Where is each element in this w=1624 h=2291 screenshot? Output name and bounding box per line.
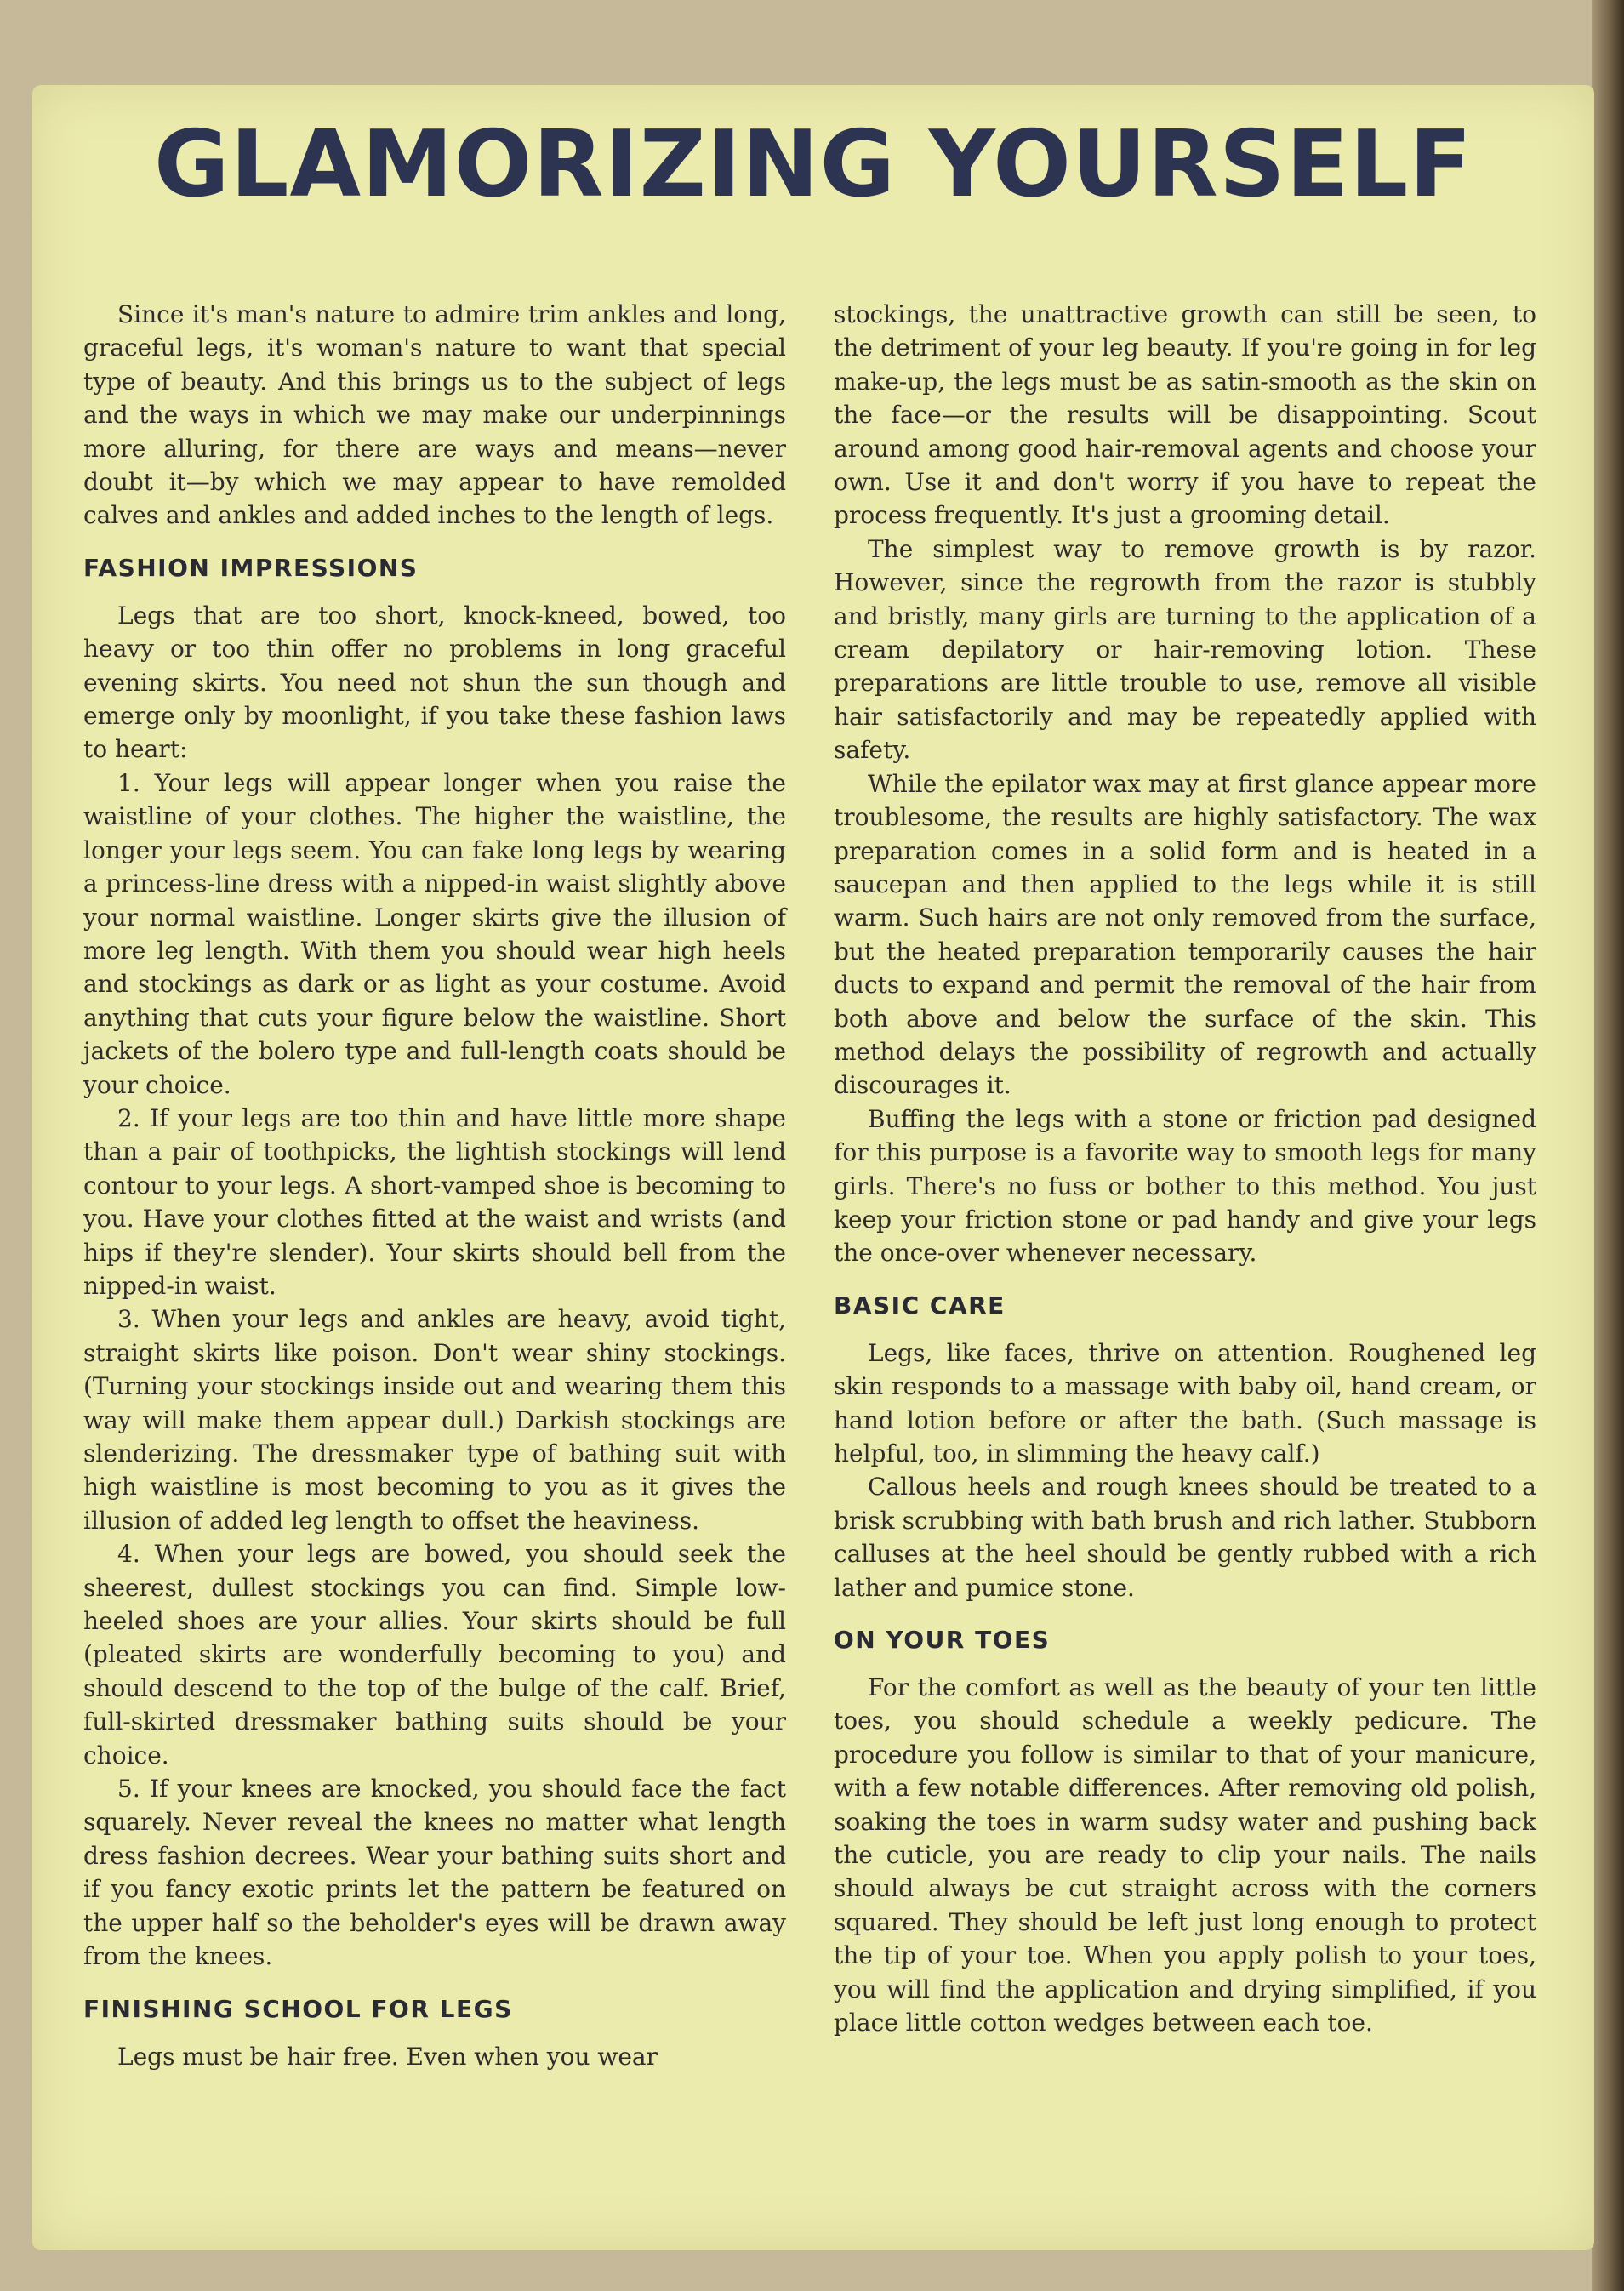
paragraph: 2. If your legs are too thin and have little more shape than a pair of toothpicks, the lightish stockings will lend contour to your legs. A short-vamped shoe is becoming to you. Have your clothes fitted at the waist and wrists (and hips if they're slender). Your skirts should bell from the nipped-in waist.: [83, 1103, 786, 1300]
paragraph: For the comfort as well as the beauty of your ten little toes, you should schedule a weekly pedicure. The procedure you follow is similar to that of your manicure, with a few notable differences. After removing old polish, soaking the toes in warm sudsy water and pushing back the cuticle, you are ready to clip your nails. The nails should always be cut straight across with the corners squared. They should be left just long enough to protect the tip of your toe. When you apply polish to your toes, you will find the application and drying simplified, if you place little cotton wedges between each toe.: [834, 1673, 1536, 2037]
paragraph: Legs, like faces, thrive on attention. Roughened leg skin responds to a massage with baby oil, hand cream, or hand lotion before or after the bath. (Such massage is helpful, too, in slimming the heavy calf.): [834, 1338, 1536, 1467]
paragraph: The simplest way to remove growth is by razor. However, since the regrowth from the razor is stubbly and bristly, many girls are turning to the application of a cream depilatory or hair-removing lotion. These preparations are little trouble to use, remove all visible hair satisfactorily and may be repeatedly applied with safety.: [834, 534, 1536, 765]
page-title: GLAMORIZING YOURSELF: [154, 111, 1473, 218]
article-panel: [32, 85, 1594, 2250]
paragraph: 5. If your knees are knocked, you should face the fact squarely. Never reveal the knees no matter what length dress fashion decrees. Wear your bathing suits short and if you fancy exotic prints let the pattern be featured on the upper half so the beholder's eyes will be drawn away from the knees.: [83, 1775, 786, 1971]
page-edge: [1592, 0, 1624, 2291]
paragraph: 3. When your legs and ankles are heavy, avoid tight, straight skirts like poison. Don't wear shiny stockings. (Turning your stockings inside out and wearing them this way will make them appear dull.) Darkish stockings are slenderizing. The dressmaker type of bathing suit with high waistline is most becoming to you as it gives the illusion of added leg length to offset the heaviness.: [83, 1305, 786, 1535]
paragraph: Buffing the legs with a stone or friction pad designed for this purpose is a favorite way to smooth legs for many girls. There's no fuss or bother to this method. You just keep your friction stone or pad handy and give your legs the once-over whenever necessary.: [834, 1104, 1536, 1268]
paragraph: Legs must be hair free. Even when you wear: [117, 2042, 658, 2071]
paragraph: stockings, the unattractive growth can still be seen, to the detriment of your leg beauty. If you're going in for leg make-up, the legs must be as satin-smooth as the skin on the face—or the results will be disappointing. Scout around among good hair-removal agents and choose your own. Use it and don't worry if you have to repeat the process frequently. It's just a grooming detail.: [834, 300, 1536, 530]
paragraph: 1. Your legs will appear longer when you raise the waistline of your clothes. The higher the waistline, the longer your legs seem. You can fake long legs by wearing a princess-line dress with a nipped-in waist slightly above your normal waistline. Longer skirts give the illusion of more leg length. With them you should wear high heels and stockings as dark or as light as your costume. Avoid anything that cuts your figure below the waistline. Short jackets of the bolero type and full-length coats should be your choice.: [83, 768, 786, 1099]
left-column: [83, 298, 786, 2073]
section-heading-on-your-toes: ON YOUR TOES: [834, 1626, 1051, 1655]
paragraph: While the epilator wax may at first glance appear more troublesome, the results are highly satisfactory. The wax preparation comes in a solid form and is heated in a saucepan and then applied to the legs while it is still warm. Such hairs are not only removed from the surface, but the heated preparation temporarily causes the hair ducts to expand and permit the removal of the hair from both above and below the surface of the skin. This method delays the possibility of regrowth and actually discourages it.: [834, 769, 1536, 1100]
intro-paragraph: Since it's man's nature to admire trim ankles and long, graceful legs, it's woman's nature to want that special type of beauty. And this brings us to the subject of legs and the ways in which we may make our underpinnings more alluring, for there are ways and means—never doubt it—by which we may appear to have remolded calves and ankles and added inches to the length of legs.: [83, 300, 786, 530]
right-column: [834, 298, 1536, 2040]
paragraph: Callous heels and rough knees should be treated to a brisk scrubbing with bath brush and rich lather. Stubborn calluses at the heel should be gently rubbed with a rich lather and pumice stone.: [834, 1473, 1536, 1602]
section-heading-finishing-school: FINISHING SCHOOL FOR LEGS: [83, 1994, 513, 2023]
section-heading-basic-care: BASIC CARE: [834, 1291, 1006, 1319]
section-heading-fashion-impressions: FASHION IMPRESSIONS: [83, 553, 419, 582]
paragraph: Legs that are too short, knock-kneed, bowed, too heavy or too thin offer no problems in long graceful evening skirts. You need not shun the sun though and emerge only by moonlight, if you take these fashion laws to heart:: [83, 601, 786, 764]
paragraph: 4. When your legs are bowed, you should seek the sheerest, dullest stockings you can find. Simple low-heeled shoes are your allies. Your skirts should be full (pleated skirts are wonderfully becoming to you) and should descend to the top of the bulge of the calf. Brief, full-skirted dressmaker bathing suits should be your choice.: [83, 1540, 786, 1770]
